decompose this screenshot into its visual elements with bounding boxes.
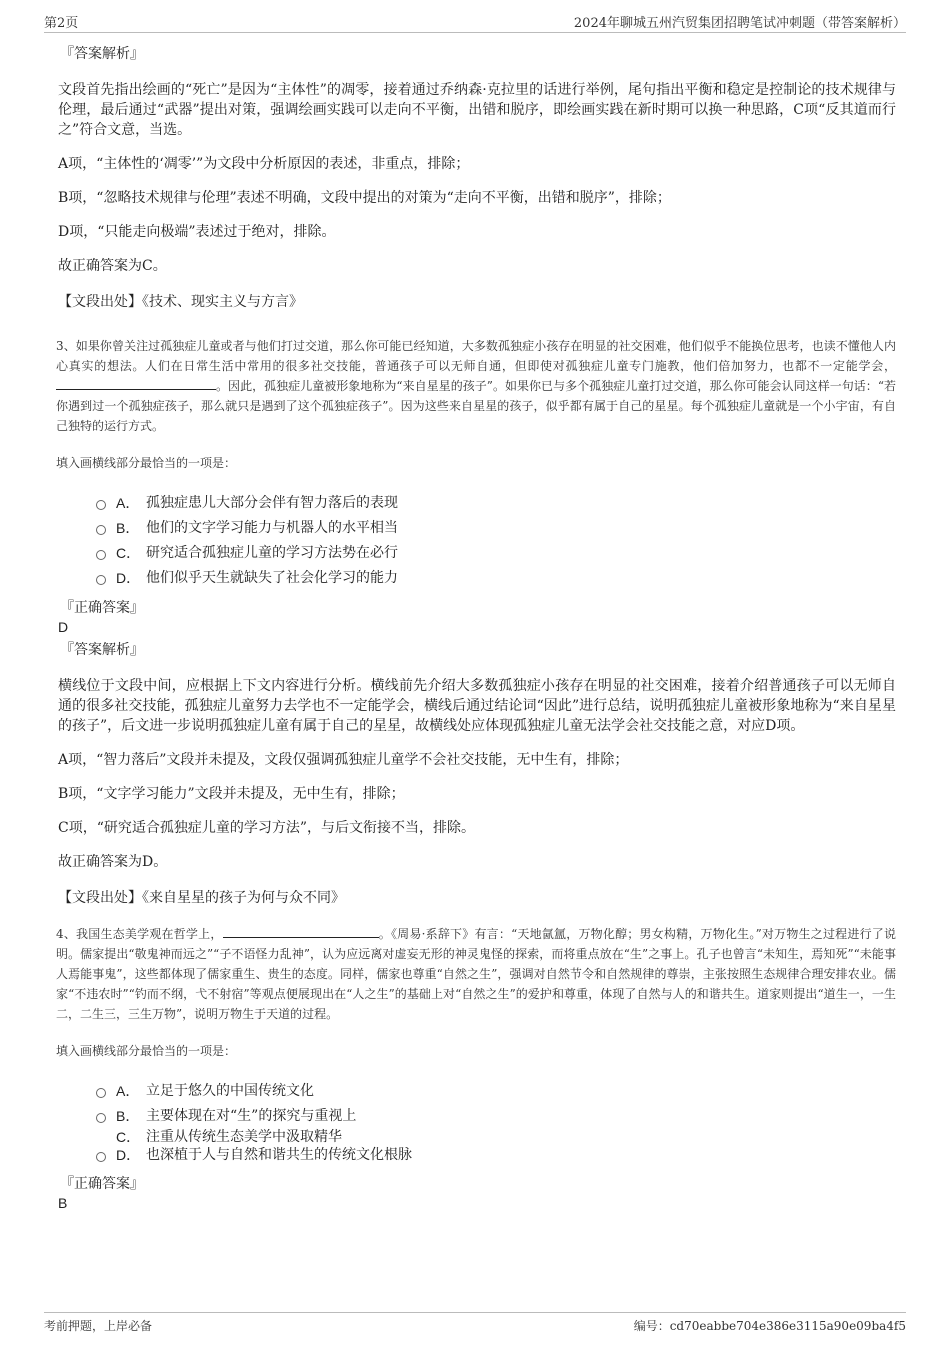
page-content	[56, 44, 896, 1212]
conclusion: 故正确答案为C。	[58, 258, 167, 274]
document-title: 2024年聊城五州汽贸集团招聘笔试冲刺题（带答案解析）	[573, 16, 906, 31]
question-4-prompt: 填入画横线部分最恰当的一项是：	[56, 1044, 237, 1058]
question-3-prompt: 填入画横线部分最恰当的一项是：	[56, 456, 237, 470]
analysis-label: 『答案解析』	[60, 642, 144, 658]
option-c[interactable]: C． 注重从传统生态美学中汲取精华	[116, 1129, 342, 1145]
correct-answer-label: 『正确答案』	[60, 1176, 144, 1192]
option-a-analysis: A项，“智力落后”文段并未提及，文段仅强调孤独症儿童学不会社交技能，无中生有，排除；	[58, 752, 629, 768]
conclusion: 故正确答案为D。	[58, 854, 168, 870]
option-c[interactable]: C． 研究适合孤独症儿童的学习方法势在必行	[96, 540, 896, 565]
option-b-analysis: B项，“忽略技术规律与伦理”表述不明确，文段中提出的对策为“走向不平衡，出错和脱序”，排除；	[58, 190, 671, 206]
question-4-text: 4、我国生态美学观在哲学上， 。《周易·系辞下》有言：“天地氤氲，万物化醇；男女构精，万物化生。”对万物生之过程进行了说明。儒家提出“敬鬼神而远之”“子不语怪力乱神”，认为应远离对虚妄无形的神灵鬼怪的探索，而将重点放在“生”之事上。孔子也曾言“未知生，焉知死”“未能事人焉能事鬼”，这些都体现了儒家重生、贵生的态度。同样，儒家也尊重“自然之生”，强调对自然节令和自然规律的尊崇，主张按照生态规律合理安排农业。儒家“不违农时”“钓而不纲，弋不射宿”等观点便展现出在“人之生”的基础上对“自然之生”的爱护和尊重，体现了自然与人的和谐共生。道家则提出“道生一，一生二，二生三，三生万物”，说明万物生于天道的过程。	[56, 927, 896, 1021]
radio-icon[interactable]	[96, 550, 106, 560]
analysis-text: 横线位于文段中间，应根据上下文内容进行分析。横线前先介绍大多数孤独症小孩存在明显的社交困难，接着介绍普通孩子可以无师自通的很多社交技能，孤独症儿童努力去学也不一定能学会，横线后通过结论词“因此”进行总结，说明孤独症儿童被形象地称为“来自星星的孩子”，后文进一步说明孤独症儿童有属于自己的星星，故横线处应体现孤独症儿童无法学会社交技能之意，对应D项。	[58, 678, 896, 734]
passage-source: 【文段出处】《来自星星的孩子为何与众不同》	[58, 890, 345, 906]
option-d-analysis: D项，“只能走向极端”表述过于绝对，排除。	[58, 224, 336, 240]
option-a-analysis: A项，“主体性的‘凋零’”为文段中分析原因的表述，非重点，排除；	[58, 156, 470, 172]
option-a[interactable]: A． 立足于悠久的中国传统文化	[96, 1078, 896, 1103]
analysis-text: 文段首先指出绘画的“死亡”是因为“主体性”的凋零，接着通过乔纳森·克拉里的话进行举例，尾句指出平衡和稳定是控制论的技术规律与伦理，最后通过“武器”提出对策，强调绘画实践可以走向不平衡，出错和脱序，即绘画实践在新时期可以换一种思路，C项“反其道而行之”符合文意，当选。	[58, 82, 896, 138]
correct-answer: D	[58, 619, 69, 635]
option-c-analysis: C项，“研究适合孤独症儿童的学习方法”，与后文衔接不当，排除。	[58, 820, 476, 836]
analysis-label: 『答案解析』	[60, 46, 144, 62]
radio-icon[interactable]	[96, 575, 106, 585]
page-footer	[44, 1312, 906, 1337]
option-b-analysis: B项，“文字学习能力”文段并未提及，无中生有，排除；	[58, 786, 405, 802]
radio-icon[interactable]	[96, 500, 106, 510]
option-d[interactable]: D． 也深植于人与自然和谐共生的传统文化根脉	[96, 1146, 896, 1164]
question-4-options	[96, 1078, 896, 1164]
radio-icon[interactable]	[96, 1113, 106, 1123]
option-b[interactable]: B． 他们的文字学习能力与机器人的水平相当	[96, 515, 896, 540]
correct-answer-label: 『正确答案』	[60, 600, 144, 616]
question-3-text: 3、如果你曾关注过孤独症儿童或者与他们打过交道，那么你可能已经知道，大多数孤独症小孩存在明显的社交困难，他们似乎不能换位思考，也读不懂他人内心真实的想法。人们在日常生活中常用的很多社交技能，普通孩子可以无师自通，但即使对孤独症儿童专门施教，他们倍加努力，也都不一定能学会，。因此，孤独症儿童被形象地称为“来自星星的孩子”。如果你已与多个孤独症儿童打过交道，那么你可能会认同这样一句话：“若你遇到过一个孤独症孩子，那么就只是遇到了这个孤独症孩子”。因为这些来自星星的孩子，似乎都有属于自己的星星。每个孤独症儿童就是一个小宇宙，有自己独特的运行方式。	[56, 339, 896, 433]
footer-slogan: 考前押题，上岸必备	[44, 1319, 153, 1333]
fill-blank	[223, 925, 379, 938]
document-id: 编号：cd70eabbe704e386e3115a90e09ba4f5	[633, 1319, 906, 1333]
page-header	[44, 10, 906, 33]
option-b[interactable]: B． 主要体现在对“生”的探究与重视上	[96, 1103, 896, 1128]
passage-source: 【文段出处】《技术、现实主义与方言》	[58, 294, 303, 310]
correct-answer: B	[58, 1195, 68, 1211]
fill-blank	[56, 377, 216, 390]
page-number: 第2页	[44, 16, 79, 31]
radio-icon[interactable]	[96, 1088, 106, 1098]
option-d[interactable]: D． 他们似乎天生就缺失了社会化学习的能力	[96, 565, 896, 590]
radio-icon[interactable]	[96, 525, 106, 535]
option-a[interactable]: A． 孤独症患儿大部分会伴有智力落后的表现	[96, 490, 896, 515]
question-3-options	[96, 490, 896, 590]
radio-icon[interactable]	[96, 1152, 106, 1162]
